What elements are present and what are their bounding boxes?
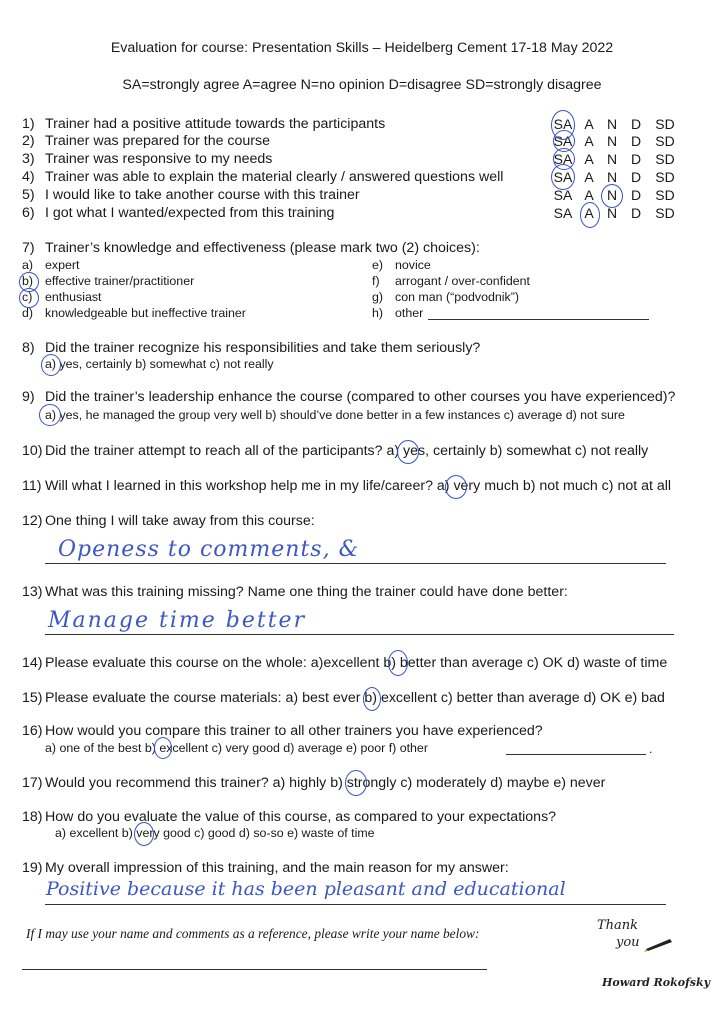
question-text: My overall impression of this training, and the main reason for my answer: <box>45 860 509 876</box>
option-letter: h) <box>372 306 384 320</box>
scale-a[interactable]: A <box>584 133 594 149</box>
scale-a[interactable]: A <box>584 205 594 221</box>
selected-a-circle <box>39 404 61 426</box>
option-text: novice <box>395 258 431 272</box>
scale-d[interactable]: D <box>630 133 642 149</box>
option-letter: e) <box>372 258 384 272</box>
option-letter: b) <box>22 274 34 288</box>
item-number: 1) <box>22 116 35 132</box>
item-text: Trainer was able to explain the material clearly / answered questions well <box>45 169 504 185</box>
selected-c-circle <box>19 288 39 308</box>
question-text: Will what I learned in this workshop help me in my life/career? a) very much b) not much c) not at all <box>45 478 672 494</box>
question-text: One thing I will take away from this course: <box>45 513 315 529</box>
item-number: 3) <box>22 151 35 167</box>
scale-sa[interactable]: SA <box>553 205 573 221</box>
answer-line[interactable] <box>45 563 666 564</box>
item-text: Trainer was prepared for the course <box>45 133 271 149</box>
option-letter: g) <box>372 290 384 304</box>
question-options: a) yes, certainly b) somewhat c) not really <box>45 357 274 371</box>
option-text: expert <box>45 258 80 272</box>
option-text: arrogant / over-confident <box>395 274 530 288</box>
name-write-line[interactable] <box>22 969 487 970</box>
question-number: 10) <box>22 443 43 459</box>
scale-sd[interactable]: SD <box>655 169 675 185</box>
selected-n-circle <box>601 184 623 208</box>
scale-d[interactable]: D <box>630 169 642 185</box>
question-text: Would you recommend this trainer? a) highly b) strongly c) moderately d) maybe e) never <box>45 775 606 791</box>
scale-sa[interactable]: SA <box>553 133 573 149</box>
question-number: 13) <box>22 584 43 600</box>
thank-text: Thank <box>597 918 639 933</box>
question-number: 9) <box>22 389 35 405</box>
question-text: Trainer’s knowledge and effectiveness (please mark two (2) choices): <box>45 240 480 256</box>
question-number: 11) <box>22 478 42 494</box>
item-text: Trainer had a positive attitude towards the participants <box>45 116 386 132</box>
option-text: other <box>395 306 424 320</box>
question-number: 17) <box>22 775 43 791</box>
option-letter: f) <box>372 274 380 288</box>
selected-b-circle <box>134 822 154 846</box>
handwritten-answer: Positive because it has been pleasant and educational <box>46 878 566 900</box>
question-text: How do you evaluate the value of this course, as compared to your expectations? <box>45 809 557 825</box>
selected-a-circle <box>397 440 419 464</box>
scale-sd[interactable]: SD <box>655 205 675 221</box>
answer-line[interactable] <box>45 904 666 905</box>
scale-a[interactable]: A <box>584 169 594 185</box>
option-text: enthusiast <box>45 290 102 304</box>
scale-n[interactable]: N <box>606 205 618 221</box>
answer-line[interactable] <box>45 634 674 635</box>
item-number: 4) <box>22 169 35 185</box>
scale-sa[interactable]: SA <box>553 169 573 185</box>
scale-d[interactable]: D <box>630 187 642 203</box>
question-number: 19) <box>22 860 43 876</box>
item-text: I would like to take another course with this trainer <box>45 187 360 203</box>
scale-n[interactable]: N <box>606 116 618 132</box>
question-number: 16) <box>22 723 43 739</box>
question-options: a) one of the best b) excellent c) very good d) average e) poor f) other <box>45 741 428 755</box>
item-text: Trainer was responsive to my needs <box>45 151 273 167</box>
item-number: 2) <box>22 133 35 149</box>
scale-d[interactable]: D <box>630 205 642 221</box>
option-text: knowledgeable but ineffective trainer <box>45 306 246 320</box>
item-number: 5) <box>22 187 35 203</box>
item-text: I got what I wanted/expected from this training <box>45 205 335 221</box>
scale-sd[interactable]: SD <box>655 116 675 132</box>
selected-b-circle <box>154 737 172 759</box>
scale-a[interactable]: A <box>584 187 594 203</box>
item-number: 6) <box>22 205 35 221</box>
other-write-line[interactable] <box>428 319 649 320</box>
selected-a-circle <box>41 354 61 376</box>
handwritten-answer: Manage time better <box>48 608 307 633</box>
scale-n[interactable]: N <box>606 151 618 167</box>
question-text: Please evaluate this course on the whole: a)excellent b) better than average c) OK d) waste of time <box>45 655 668 671</box>
question-text: Please evaluate the course materials: a) best ever b) excellent c) better than average d) OK e) bad <box>45 690 665 706</box>
option-letter: c) <box>22 290 33 304</box>
scale-a[interactable]: A <box>584 151 594 167</box>
scale-sd[interactable]: SD <box>655 151 675 167</box>
selected-a-circle <box>445 475 467 499</box>
selected-a-circle <box>580 202 600 228</box>
question-number: 15) <box>22 690 43 706</box>
other-write-line[interactable] <box>506 754 646 755</box>
scale-n[interactable]: N <box>606 169 618 185</box>
scale-a[interactable]: A <box>584 116 594 132</box>
scale-d[interactable]: D <box>630 151 642 167</box>
question-text: How would you compare this trainer to all other trainers you have experienced? <box>45 723 543 739</box>
selected-b-circle <box>345 770 367 796</box>
question-number: 7) <box>22 240 35 256</box>
selected-b-circle <box>363 687 381 711</box>
reference-note: If I may use your name and comments as a reference, please write your name below: <box>26 926 480 941</box>
scale-sd[interactable]: SD <box>655 187 675 203</box>
question-text: Did the trainer attempt to reach all of the participants? a) yes, certainly b) somewhat c) not really <box>45 443 649 459</box>
scale-n[interactable]: N <box>606 187 618 203</box>
option-letter: d) <box>22 306 34 320</box>
question-number: 12) <box>22 513 43 529</box>
scale-sa[interactable]: SA <box>553 151 573 167</box>
option-text: con man (“podvodnik”) <box>395 290 519 304</box>
scale-d[interactable]: D <box>630 116 642 132</box>
question-options: a) yes, he managed the group very well b) should’ve done better in a few instances c) average d) not sure <box>45 408 625 422</box>
line-end-dot: . <box>649 742 653 756</box>
question-text: Did the trainer recognize his responsibilities and take them seriously? <box>45 340 481 356</box>
you-text: you <box>616 935 640 950</box>
scale-n[interactable]: N <box>606 133 618 149</box>
rating-legend: SA=strongly agree A=agree N=no opinion D=disagree SD=strongly disagree <box>122 77 602 93</box>
handwritten-answer: Openess to comments, & <box>58 537 360 562</box>
scale-sa[interactable]: SA <box>553 116 573 132</box>
question-number: 14) <box>22 655 43 671</box>
question-number: 18) <box>22 809 43 825</box>
question-number: 8) <box>22 340 35 356</box>
option-letter: a) <box>22 258 34 272</box>
scale-sd[interactable]: SD <box>655 133 675 149</box>
document-title: Evaluation for course: Presentation Skills – Heidelberg Cement 17-18 May 2022 <box>110 40 614 56</box>
option-text: effective trainer/practitioner <box>45 274 195 288</box>
scale-sa[interactable]: SA <box>553 187 573 203</box>
signature-name: Howard Rokofsky <box>602 976 711 989</box>
question-options: a) excellent b) very good c) good d) so-so e) waste of time <box>55 826 375 840</box>
question-text: Did the trainer’s leadership enhance the course (compared to other courses you have experienced)? <box>45 389 676 405</box>
selected-sa-circle <box>551 164 575 190</box>
selected-b-circle <box>388 650 408 676</box>
question-text: What was this training missing? Name one thing the trainer could have done better: <box>45 584 568 600</box>
pen-icon <box>644 936 674 952</box>
